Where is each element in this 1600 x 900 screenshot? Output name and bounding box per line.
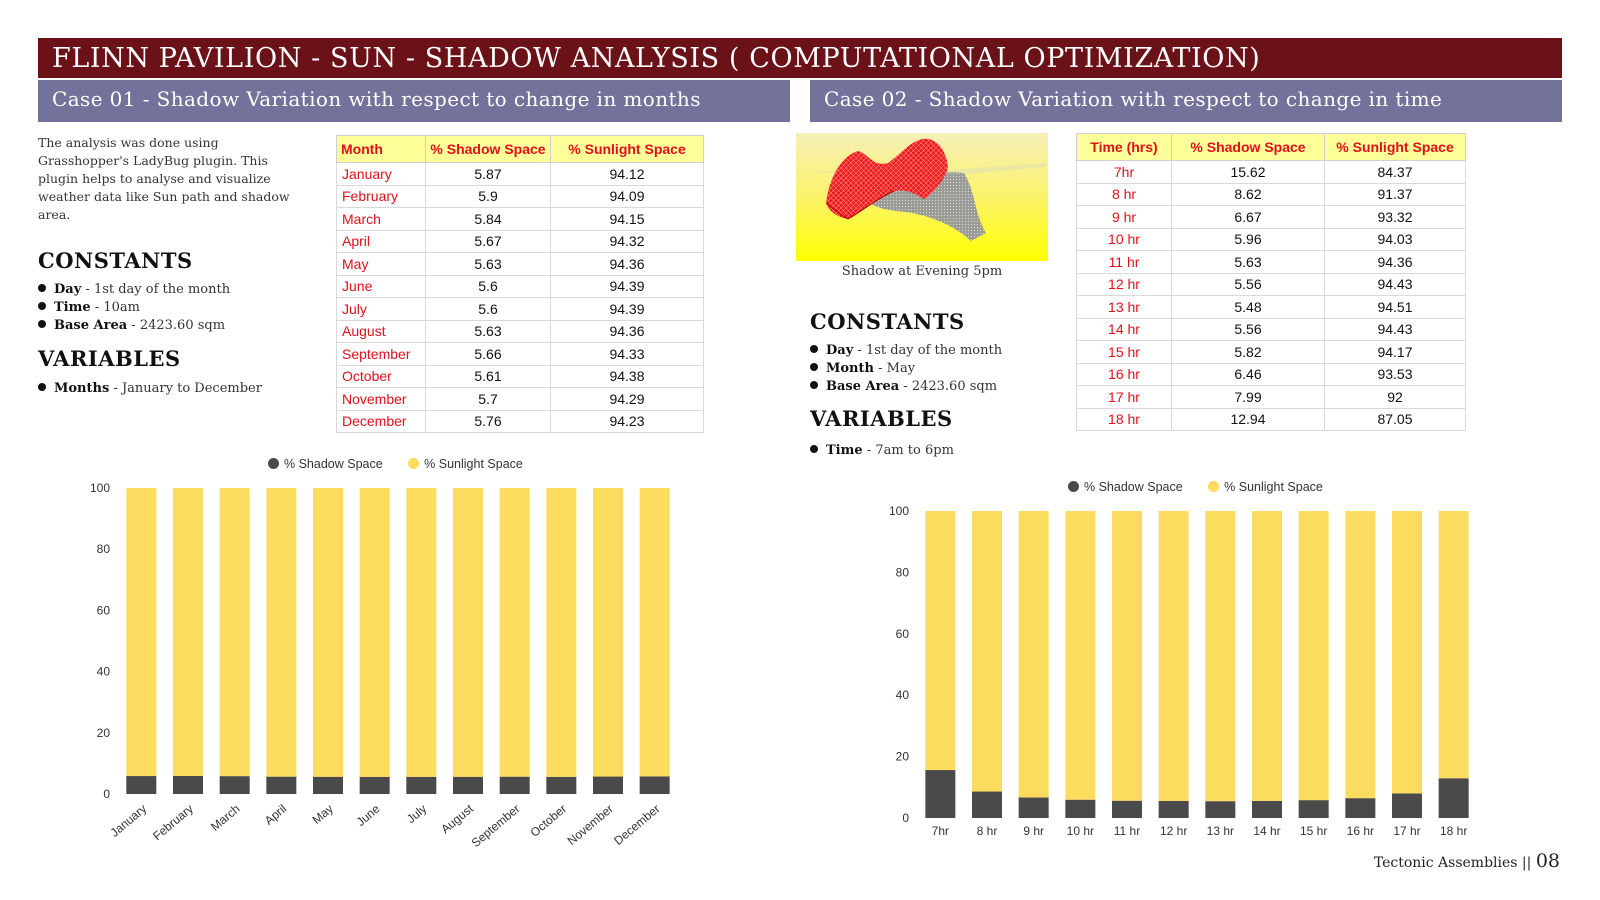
y-tick-label: 80 — [895, 565, 909, 580]
y-tick-label: 100 — [89, 481, 110, 495]
table-cell: June — [337, 275, 426, 298]
y-tick-label: 100 — [888, 504, 909, 518]
table-header: Month — [337, 136, 426, 163]
sunlight-bar — [1345, 511, 1375, 798]
case-01-variables-heading: VARIABLES — [38, 346, 181, 371]
x-tick-label: February — [150, 801, 196, 844]
table-cell: 15.62 — [1172, 161, 1325, 184]
sunlight-bar — [1065, 511, 1095, 800]
shadow-bar — [1205, 801, 1235, 818]
sunlight-bar — [1112, 511, 1142, 801]
table-cell: 5.9 — [426, 185, 551, 208]
table-cell: 94.36 — [551, 253, 704, 276]
table-cell: 94.15 — [551, 208, 704, 231]
table-cell: 6.67 — [1172, 206, 1325, 229]
table-cell: 5.87 — [426, 163, 551, 186]
table-cell: 13 hr — [1077, 296, 1172, 319]
x-tick-label: December — [611, 801, 663, 848]
table-cell: 17 hr — [1077, 386, 1172, 409]
table-cell: 9 hr — [1077, 206, 1172, 229]
sunlight-bar — [1252, 511, 1282, 801]
list-item: Base Area - 2423.60 sqm — [810, 378, 1002, 396]
table-cell: 15 hr — [1077, 341, 1172, 364]
sunlight-bar — [1159, 511, 1189, 801]
table-cell: 94.09 — [551, 185, 704, 208]
table-cell: 94.36 — [551, 320, 704, 343]
y-tick-label: 0 — [103, 787, 110, 801]
list-item: Day - 1st day of the month — [810, 342, 1002, 360]
table-cell: 14 hr — [1077, 318, 1172, 341]
table-cell: 93.32 — [1325, 206, 1466, 229]
y-tick-label: 80 — [96, 542, 110, 557]
x-tick-label: 11 hr — [1113, 824, 1141, 838]
y-tick-label: 20 — [96, 725, 110, 740]
case-02-constants-heading: CONSTANTS — [810, 309, 965, 334]
table-cell: 5.48 — [1172, 296, 1325, 319]
shadow-bar — [1159, 801, 1189, 818]
shadow-bar — [1345, 798, 1375, 818]
table-cell: July — [337, 298, 426, 321]
x-tick-label: 14 hr — [1253, 824, 1281, 838]
shadow-bar — [1019, 798, 1049, 818]
table-cell: 8 hr — [1077, 183, 1172, 206]
shadow-bar — [1065, 800, 1095, 818]
table-header: % Shadow Space — [1172, 134, 1325, 161]
page-title: FLINN PAVILION - SUN - SHADOW ANALYSIS ( COMPUTATIONAL OPTIMIZATION) — [38, 38, 1562, 78]
table-cell: March — [337, 208, 426, 231]
list-item: Day - 1st day of the month — [38, 281, 230, 299]
legend-item-shadow: % Shadow Space — [1068, 480, 1183, 494]
table-cell: 84.37 — [1325, 161, 1466, 184]
sunlight-bar — [1392, 511, 1422, 793]
x-tick-label: May — [309, 801, 336, 827]
table-cell: 5.7 — [426, 388, 551, 411]
table-cell: 94.23 — [551, 410, 704, 433]
table-cell: 94.32 — [551, 230, 704, 253]
table-cell: April — [337, 230, 426, 253]
table-cell: 12 hr — [1077, 273, 1172, 296]
list-item: Time - 10am — [38, 299, 230, 317]
y-tick-label: 20 — [895, 749, 909, 764]
shadow-bar — [1299, 800, 1329, 818]
table-cell: 5.63 — [426, 253, 551, 276]
table-cell: 91.37 — [1325, 183, 1466, 206]
table-header: % Sunlight Space — [1325, 134, 1466, 161]
table-cell: 5.67 — [426, 230, 551, 253]
table-cell: 5.56 — [1172, 273, 1325, 296]
case-02-variables-heading: VARIABLES — [810, 406, 953, 431]
x-tick-label: 12 hr — [1159, 824, 1188, 838]
table-cell: 7.99 — [1172, 386, 1325, 409]
table-cell: 5.6 — [426, 275, 551, 298]
table-cell: October — [337, 365, 426, 388]
legend-item-sunlight: % Sunlight Space — [1208, 480, 1323, 494]
shadow-bar — [1252, 801, 1282, 818]
table-cell: 94.43 — [1325, 318, 1466, 341]
table-cell: 10 hr — [1077, 228, 1172, 251]
table-cell: 5.61 — [426, 365, 551, 388]
table-cell: 5.66 — [426, 343, 551, 366]
y-tick-label: 60 — [895, 626, 909, 641]
y-tick-label: 40 — [895, 688, 909, 703]
x-tick-label: 10 hr — [1066, 824, 1095, 838]
x-tick-label: 8 hr — [976, 824, 998, 838]
table-cell: 94.12 — [551, 163, 704, 186]
table-cell: 16 hr — [1077, 363, 1172, 386]
x-tick-label: June — [353, 801, 383, 830]
shadow-bar — [1112, 801, 1142, 818]
sunlight-bar — [1299, 511, 1329, 800]
table-cell: 5.63 — [1172, 251, 1325, 274]
shadow-image-caption: Shadow at Evening 5pm — [841, 264, 1003, 279]
table-cell: May — [337, 253, 426, 276]
table-cell: 94.39 — [551, 298, 704, 321]
table-cell: February — [337, 185, 426, 208]
table-cell: 94.33 — [551, 343, 704, 366]
table-cell: 18 hr — [1077, 408, 1172, 431]
table-cell: November — [337, 388, 426, 411]
x-tick-label: 16 hr — [1346, 824, 1375, 838]
list-item: Time - 7am to 6pm — [810, 442, 954, 460]
footer-text: Tectonic Assemblies || — [1373, 855, 1532, 871]
table-cell: December — [337, 410, 426, 433]
table-cell: 8.62 — [1172, 183, 1325, 206]
table-cell: August — [337, 320, 426, 343]
x-tick-label: 13 hr — [1206, 824, 1235, 838]
table-cell: 94.43 — [1325, 273, 1466, 296]
x-tick-label: 15 hr — [1299, 824, 1328, 838]
table-cell: 93.53 — [1325, 363, 1466, 386]
table-cell: 94.03 — [1325, 228, 1466, 251]
table-cell: 5.63 — [426, 320, 551, 343]
x-tick-label: November — [564, 801, 616, 848]
x-tick-label: July — [403, 801, 430, 827]
table-cell: 5.84 — [426, 208, 551, 231]
table-cell: 94.39 — [551, 275, 704, 298]
table-header: % Shadow Space — [426, 136, 551, 163]
x-tick-label: August — [438, 801, 476, 837]
x-tick-label: March — [208, 801, 243, 834]
table-cell: 5.96 — [1172, 228, 1325, 251]
footer — [1374, 850, 1560, 872]
y-tick-label: 0 — [902, 811, 909, 825]
x-tick-label: September — [468, 801, 523, 851]
shadow-bar — [1439, 778, 1469, 818]
table-cell: 87.05 — [1325, 408, 1466, 431]
sunlight-bar — [1205, 511, 1235, 801]
list-item: Months - January to December — [38, 380, 262, 398]
table-cell: 5.76 — [426, 410, 551, 433]
legend-item-shadow: % Shadow Space — [268, 457, 383, 471]
table-cell: September — [337, 343, 426, 366]
list-item: Base Area - 2423.60 sqm — [38, 317, 230, 335]
table-cell: 5.82 — [1172, 341, 1325, 364]
table-cell: 6.46 — [1172, 363, 1325, 386]
x-tick-label: April — [261, 801, 290, 828]
case-01-constants-heading: CONSTANTS — [38, 248, 193, 273]
table-cell: 11 hr — [1077, 251, 1172, 274]
table-cell: 5.6 — [426, 298, 551, 321]
list-item: Month - May — [810, 360, 1002, 378]
table-cell: 7hr — [1077, 161, 1172, 184]
sunlight-bar — [1439, 511, 1469, 778]
table-cell: 94.38 — [551, 365, 704, 388]
table-header: % Sunlight Space — [551, 136, 704, 163]
x-tick-label: 7hr — [931, 824, 950, 838]
table-cell: 92 — [1325, 386, 1466, 409]
x-tick-label: 9 hr — [1023, 824, 1045, 838]
sunlight-bar — [1019, 511, 1049, 797]
shadow-bar — [972, 792, 1002, 818]
case-02-title: Case 02 - Shadow Variation with respect to change in time — [810, 80, 1562, 122]
x-tick-label: January — [107, 801, 150, 840]
intro-text: The analysis was done using Grasshopper's LadyBug plugin. This plugin helps to analyse and visualize weather data like Sun path and shadow area. — [38, 135, 290, 222]
table-cell: 94.51 — [1325, 296, 1466, 319]
x-tick-label: 17 hr — [1393, 824, 1421, 838]
table-cell: January — [337, 163, 426, 186]
sunlight-bar — [972, 511, 1002, 792]
shadow-bar — [925, 770, 955, 818]
table-cell: 12.94 — [1172, 408, 1325, 431]
table-cell: 94.36 — [1325, 251, 1466, 274]
x-tick-label: October — [527, 801, 570, 840]
table-header: Time (hrs) — [1077, 134, 1172, 161]
table-cell: 94.29 — [551, 388, 704, 411]
x-tick-label: 18 hr — [1439, 824, 1468, 838]
table-cell: 94.17 — [1325, 341, 1466, 364]
legend-item-sunlight: % Sunlight Space — [408, 457, 523, 471]
case-01-title: Case 01 - Shadow Variation with respect to change in months — [38, 80, 790, 122]
sunlight-bar — [925, 511, 955, 770]
y-tick-label: 40 — [96, 664, 110, 679]
shadow-bar — [1392, 793, 1422, 818]
y-tick-label: 60 — [96, 603, 110, 618]
page-number: 08 — [1535, 850, 1560, 872]
table-cell: 5.56 — [1172, 318, 1325, 341]
